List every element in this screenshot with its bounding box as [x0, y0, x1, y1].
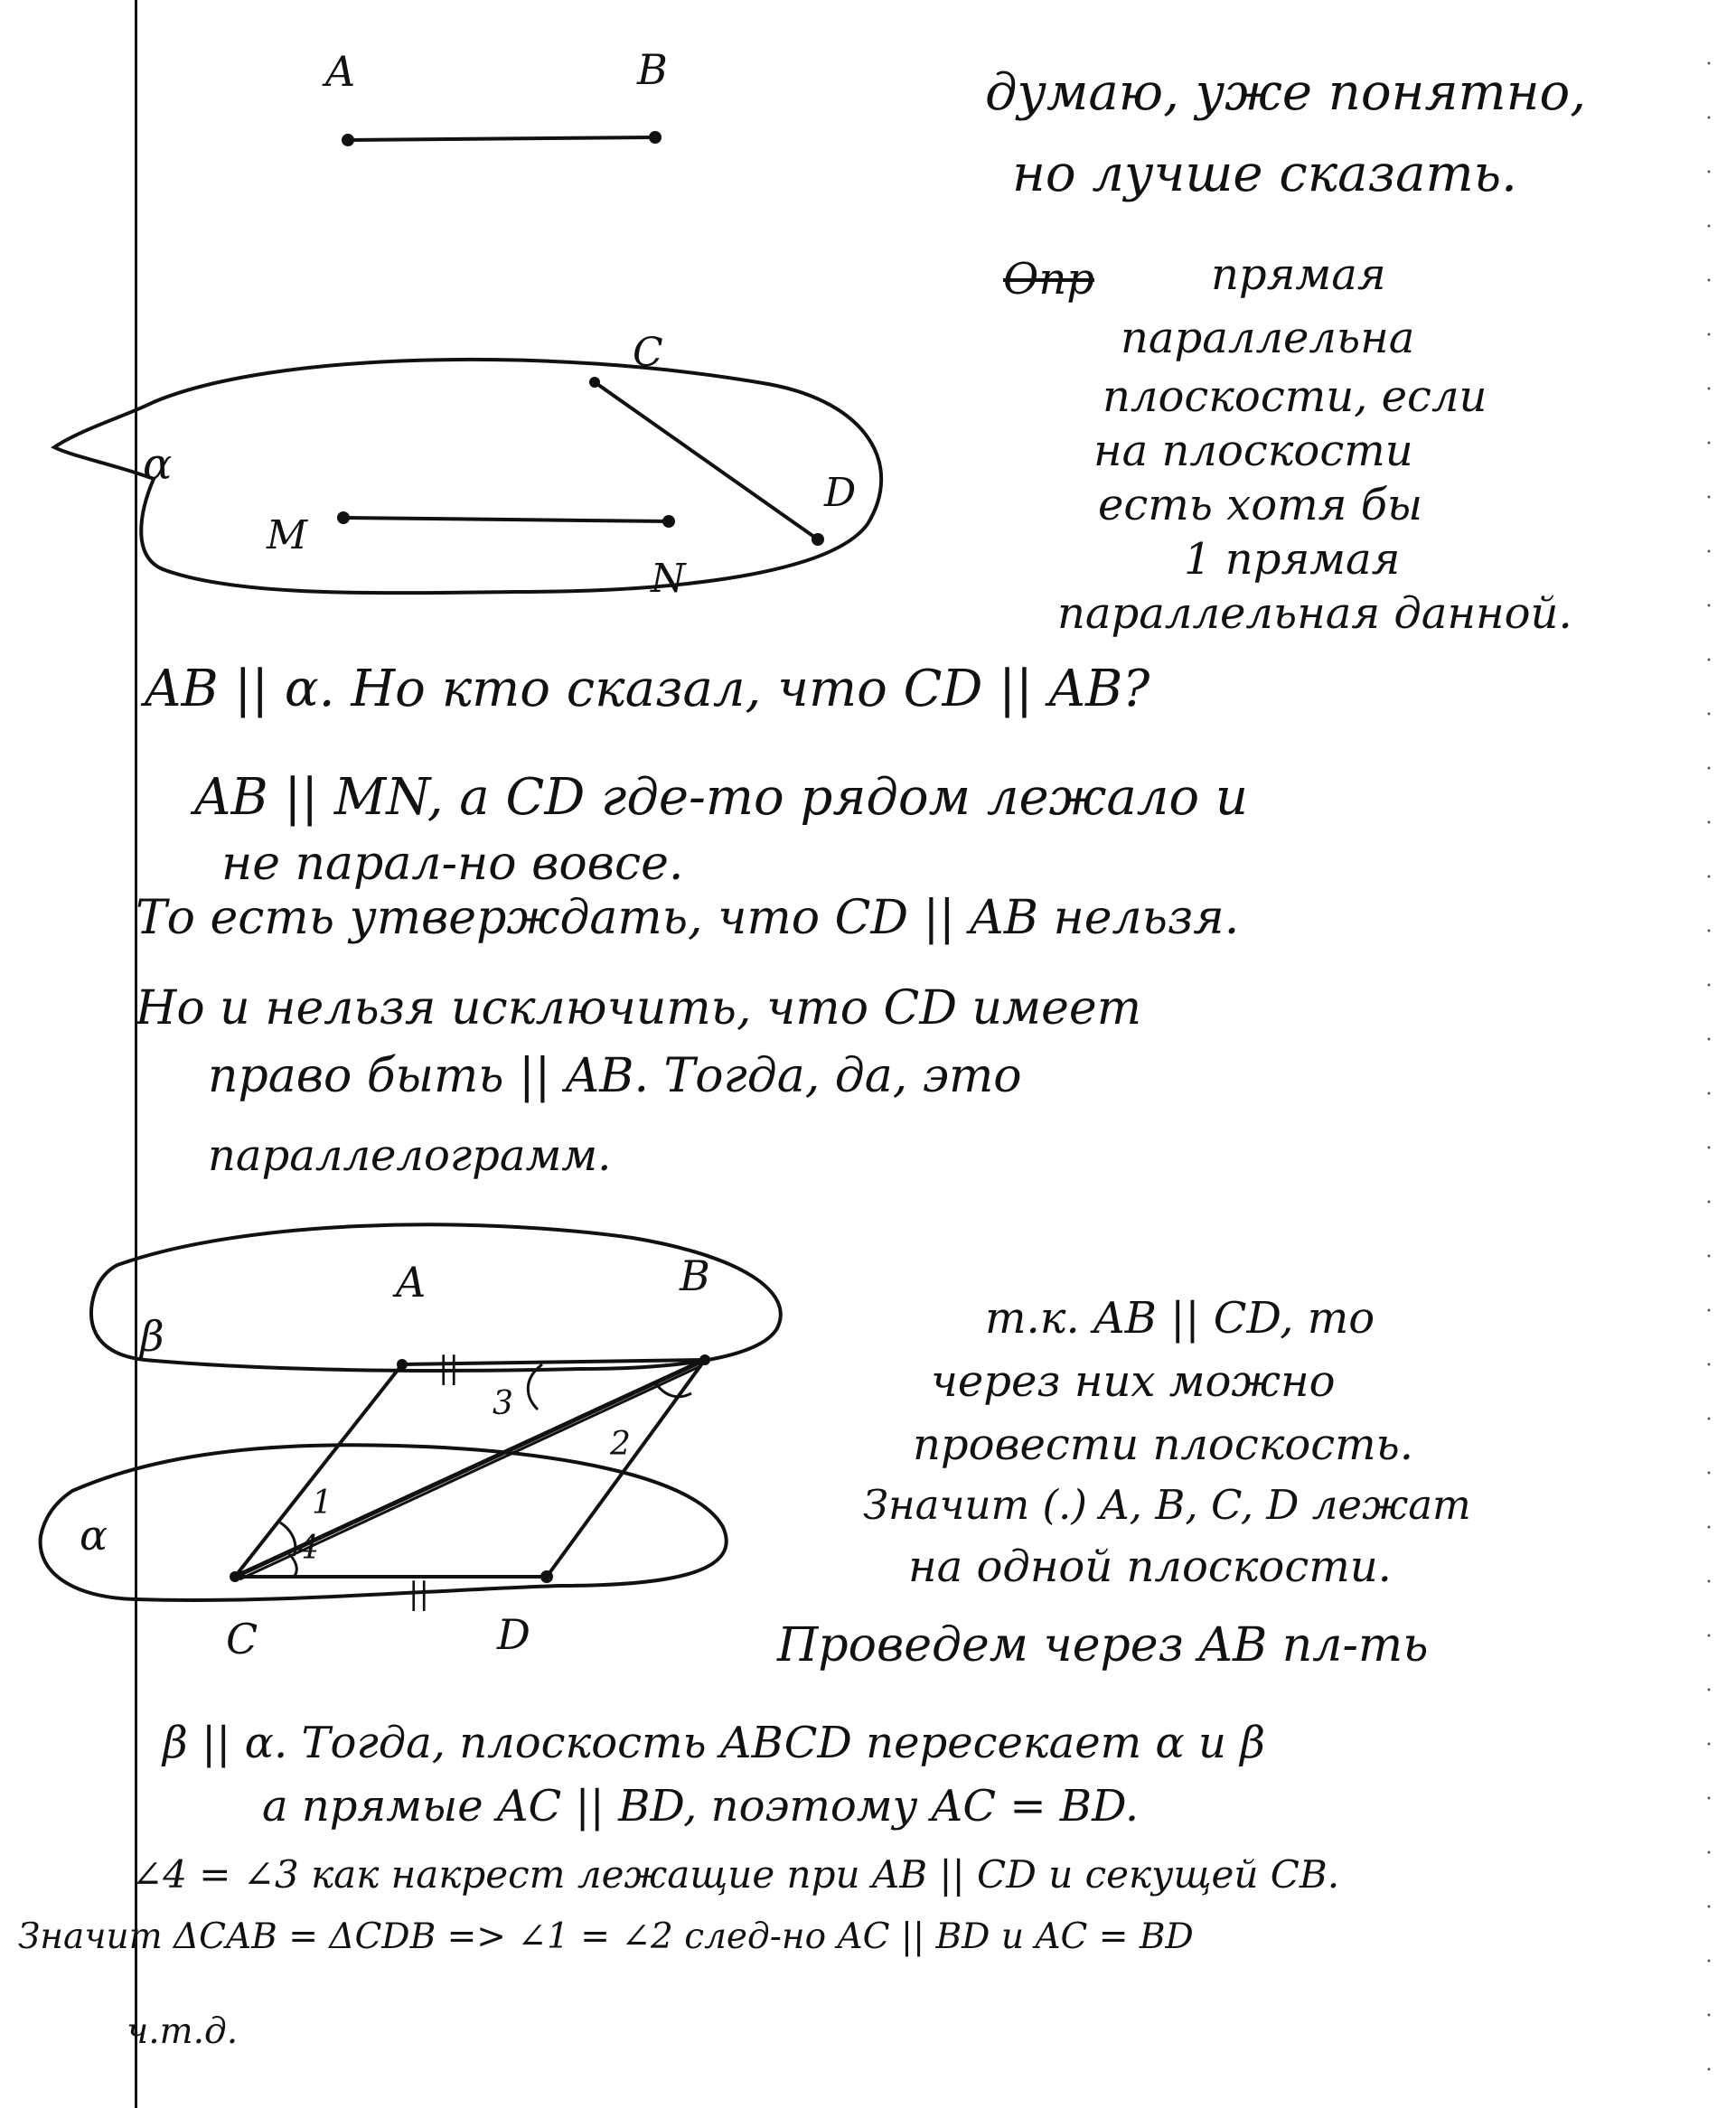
body2-line-1: Проведем через AB пл-ть	[777, 1618, 1429, 1672]
angle-label-2: 2	[610, 1426, 631, 1463]
body2-line-3: а прямые AC || BD, поэтому AC = BD.	[262, 1781, 1140, 1832]
fig2-label-c: C	[633, 330, 663, 376]
note-line-1: думаю, уже понятно,	[985, 63, 1587, 122]
segment-bd	[547, 1360, 705, 1577]
point-d	[812, 533, 824, 546]
point-n	[662, 515, 675, 528]
body-line-1: AB || α. Но кто сказал, что CD || AB?	[145, 660, 1150, 718]
plane-beta-outline	[91, 1224, 781, 1371]
segment-cd	[595, 382, 818, 539]
note-line-2: но лучше сказать.	[1012, 145, 1517, 203]
definition-line-7: параллельная данной.	[1057, 588, 1572, 639]
body2-line-2: β || α. Тогда, плоскость ABCD пересекает α и β	[163, 1718, 1265, 1768]
definition-line-6: 1 прямая	[1184, 534, 1401, 585]
point-a-3	[397, 1359, 408, 1370]
fig3-label-b: B	[680, 1251, 710, 1300]
note3-line-5: на одной плоскости.	[908, 1541, 1392, 1592]
body-line-3: не парал-но вовсе.	[221, 837, 684, 891]
fig3-plane-beta-label: β	[140, 1312, 164, 1361]
angle-label-4: 4	[298, 1530, 319, 1567]
point-a	[342, 134, 354, 146]
point-d-3	[540, 1570, 553, 1583]
definition-line-4: на плоскости	[1093, 426, 1413, 476]
definition-line-3: плоскости, если	[1103, 371, 1487, 422]
fig1-label-a: A	[325, 47, 356, 96]
definition-line-2: параллельна	[1121, 313, 1415, 363]
figure-plane-alpha	[45, 330, 904, 619]
note3-line-2: через них можно	[931, 1356, 1336, 1407]
body2-qed: ч.т.д.	[127, 2011, 239, 2052]
tick-cd: ||	[408, 1576, 429, 1612]
fig3-label-c: C	[226, 1615, 258, 1663]
definition-struck-word: Опр	[1003, 254, 1094, 304]
fig2-plane-label: α	[143, 439, 173, 490]
fig2-label-d: D	[824, 470, 857, 516]
note3-line-3: провести плоскость.	[913, 1419, 1414, 1470]
fig2-label-n: N	[651, 556, 686, 602]
body2-line-4: ∠4 = ∠3 как накрест лежащие при AB || CD и секущей CB.	[131, 1852, 1340, 1897]
body-line-5: Но и нельзя исключить, что CD имеет	[136, 981, 1141, 1035]
angle-label-3: 3	[493, 1385, 513, 1422]
fig3-plane-alpha-label: α	[80, 1511, 108, 1560]
fig3-label-a: A	[396, 1258, 427, 1307]
figure-parallelogram	[18, 1220, 813, 1672]
definition-line-1: прямая	[1211, 249, 1386, 300]
tick-ab: ||	[438, 1350, 459, 1386]
plane-alpha-outline	[54, 360, 881, 593]
segment-ab	[348, 137, 655, 140]
point-b-3	[699, 1354, 710, 1365]
body-line-2: AB || MN, а CD где-то рядом лежало и	[194, 768, 1248, 827]
body-line-6: право быть || AB. Тогда, да, это	[208, 1049, 1022, 1103]
body-line-7: параллелограмм.	[208, 1130, 612, 1181]
angle-label-1: 1	[312, 1485, 333, 1522]
definition-line-5: есть хотя бы	[1098, 480, 1423, 530]
point-m	[337, 511, 350, 524]
point-b	[649, 131, 662, 144]
fig1-label-b: B	[637, 45, 668, 94]
note3-line-4: Значит (.) A, B, C, D лежат	[863, 1481, 1471, 1529]
fig3-label-d: D	[497, 1610, 530, 1659]
figure-segment-ab	[307, 45, 687, 167]
note3-line-1: т.к. AB || CD, то	[985, 1293, 1375, 1344]
body2-line-5: Значит ΔCAB = ΔCDB => ∠1 = ∠2 след-но AC || BD и AC = BD	[18, 1916, 1194, 1957]
point-c	[589, 377, 600, 388]
margin-line	[135, 0, 137, 2108]
point-c-3	[230, 1571, 240, 1582]
page-edge-dots	[1707, 36, 1711, 2087]
fig2-label-m: M	[267, 512, 308, 558]
segment-mn	[343, 518, 669, 521]
angle-arc-4	[289, 1554, 296, 1577]
body-line-4: То есть утверждать, что CD || AB нельзя.	[136, 891, 1240, 945]
